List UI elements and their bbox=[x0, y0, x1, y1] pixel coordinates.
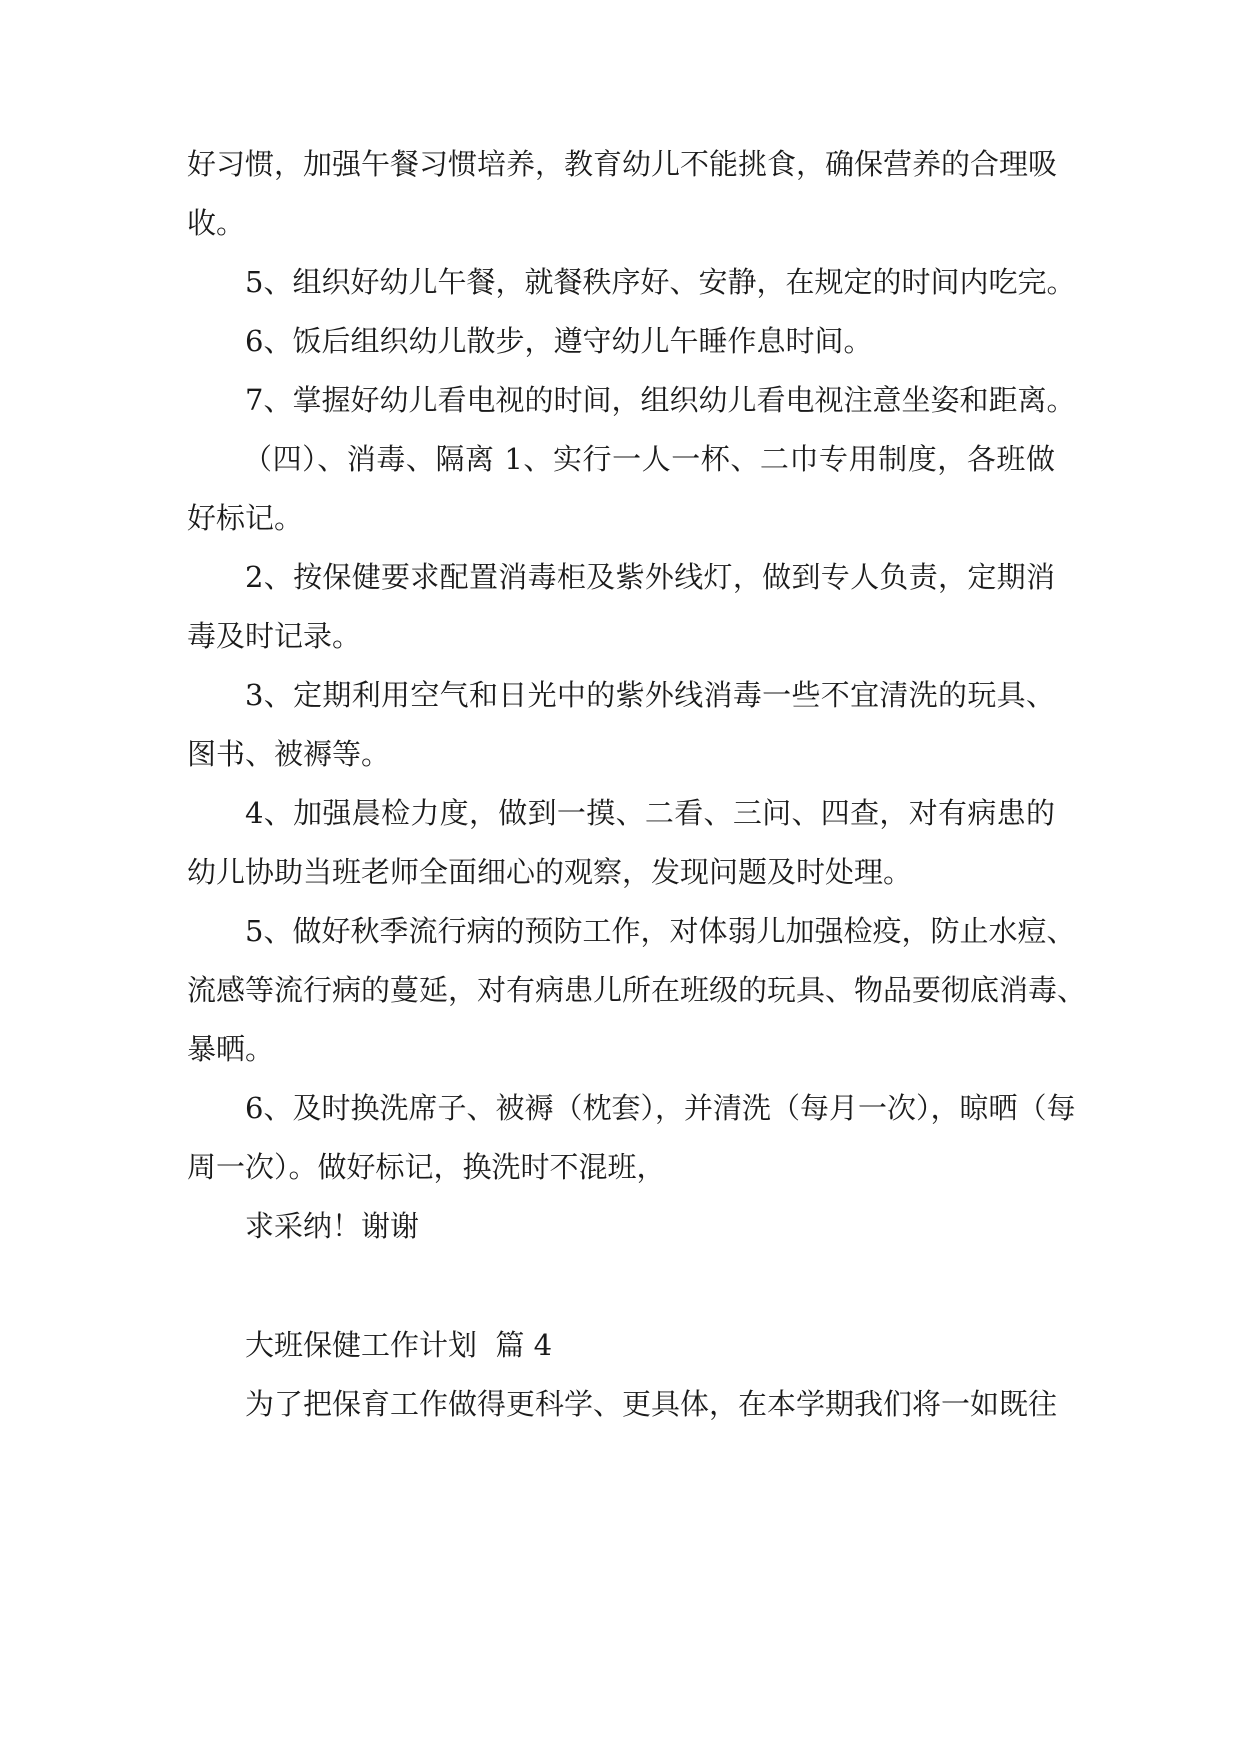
paragraph-line: 2、按保健要求配置消毒柜及紫外线灯，做到专人负责，定期消 bbox=[245, 560, 1055, 594]
paragraph-line: 收。 bbox=[187, 206, 246, 240]
paragraph-line: 6、及时换洗席子、被褥（枕套），并清洗（每月一次），晾晒（每 bbox=[245, 1091, 1076, 1125]
paragraph-line: 图书、被褥等。 bbox=[187, 737, 391, 771]
paragraph-line: 流感等流行病的蔓延，对有病患儿所在班级的玩具、物品要彻底消毒、 bbox=[187, 973, 1087, 1007]
paragraph-line: 周一次）。做好标记，换洗时不混班， bbox=[187, 1150, 666, 1184]
paragraph-line: 4、加强晨检力度，做到一摸、二看、三问、四查，对有病患的 bbox=[245, 796, 1055, 830]
paragraph-line: 幼儿协助当班老师全面细心的观察，发现问题及时处理。 bbox=[187, 855, 913, 889]
paragraph-line: 3、定期利用空气和日光中的紫外线消毒一些不宜清洗的玩具、 bbox=[245, 678, 1055, 712]
paragraph-line: 毒及时记录。 bbox=[187, 619, 362, 653]
paragraph-line: 暴晒。 bbox=[187, 1032, 275, 1066]
paragraph-line: 6、饭后组织幼儿散步，遵守幼儿午睡作息时间。 bbox=[245, 324, 873, 358]
paragraph-line: 5、组织好幼儿午餐，就餐秩序好、安静，在规定的时间内吃完。 bbox=[245, 265, 1076, 299]
document-page bbox=[187, 0, 1087, 1754]
closing-line: 求采纳！谢谢 bbox=[245, 1209, 420, 1243]
section-heading-line: （四）、消毒、隔离 1、实行一人一杯、二巾专用制度，各班做 bbox=[243, 442, 1055, 476]
paragraph-line: 好习惯，加强午餐习惯培养，教育幼儿不能挑食，确保营养的合理吸 bbox=[187, 147, 1058, 181]
paragraph-line: 为了把保育工作做得更科学、更具体，在本学期我们将一如既往 bbox=[245, 1387, 1058, 1421]
section-title: 大班保健工作计划 篇 4 bbox=[245, 1328, 553, 1362]
paragraph-line: 好标记。 bbox=[187, 501, 304, 535]
paragraph-line: 7、掌握好幼儿看电视的时间，组织幼儿看电视注意坐姿和距离。 bbox=[245, 383, 1076, 417]
paragraph-line: 5、做好秋季流行病的预防工作，对体弱儿加强检疫，防止水痘、 bbox=[245, 914, 1076, 948]
